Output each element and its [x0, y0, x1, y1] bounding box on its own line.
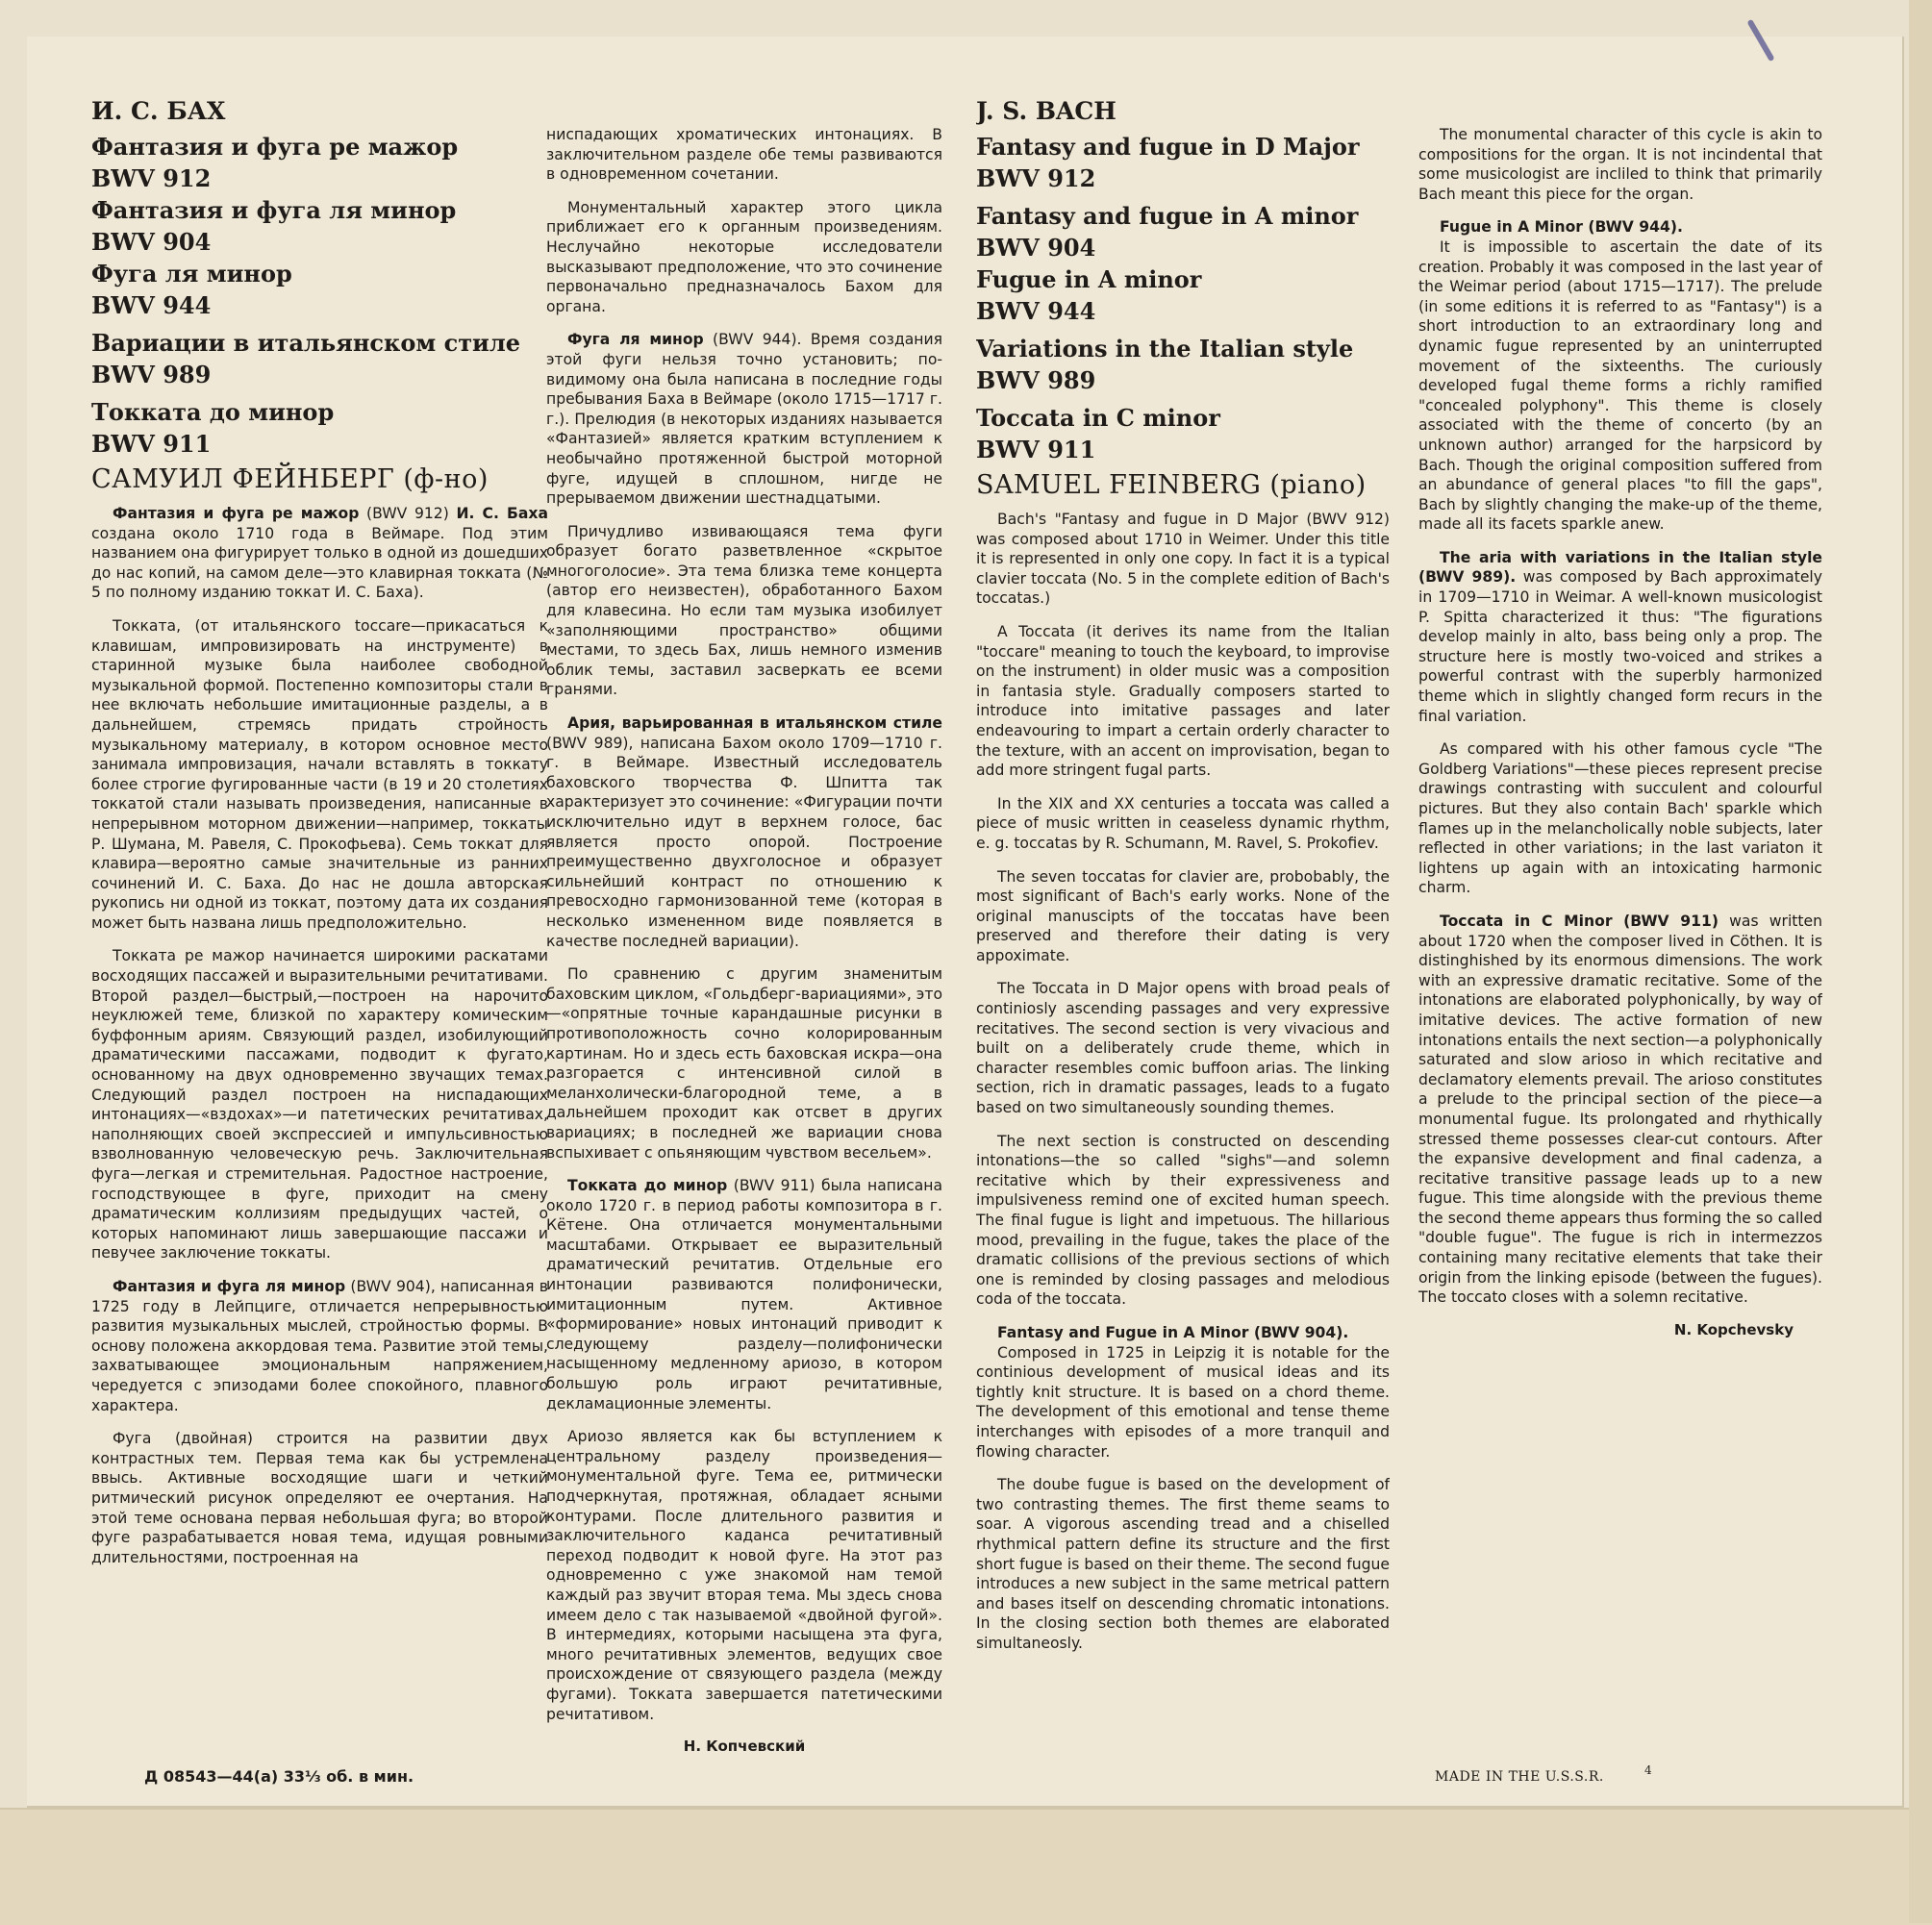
work-title-ru: Вариации в итальянском стиле [91, 329, 521, 357]
paragraph-text: (BWV 989), написана Бахом около 1709—1710 г. г. в Веймаре. Известный исследователь баховского творчества Ф. Шпитта так характеризует это сочинение: «Фигурации почти исключительно идут в верхнем голосе, бас является просто опорой. Построение преимущественно двухголосное и образует сильнейший контраст по отношению к превосходно гармонизованной теме (которая в несколько измененном виде появляется в качестве последней вариации). [546, 734, 942, 950]
bold-term: Токката до минор [567, 1177, 728, 1195]
paragraph-ru [91, 1277, 548, 1415]
work-bwv-en: BWV 912 [976, 164, 1096, 192]
bwv-ref: (BWV 912) [359, 505, 449, 522]
bold-term: И. С. Баха [456, 505, 548, 522]
work-title-en: Fantasy and fugue in D Major [976, 133, 1360, 161]
work-bwv-ru: BWV 911 [91, 430, 212, 458]
bold-term: Фантазия и фуга ре мажор [113, 505, 360, 522]
paragraph-text: (BWV 911) была написана около 1720 г. в период работы композитора в г. Кётене. Она отличается монументальными масштабами. Открывает ее выразительный драматический речитатив. Отдельные его интонации развиваются полифонически, имитационным путем. Активное «формирование» новых интонаций приводит к следующему разделу—полифонически насыщенному медленному ариозо, в котором большую роль играют речитативные, декламационные элементы. [546, 1177, 942, 1412]
paragraph-en: In the XIX and XX centuries a toccata was called a piece of music written in ceaseless dynamic rhythm, e. g. toccatas by R. Schumann, M. Ravel, S. Prokofiev. [976, 794, 1390, 852]
bold-term: Fantasy and Fugue in A Minor (BWV 904). [997, 1323, 1349, 1341]
signature-en: N. Kopchevsky [1673, 1320, 1794, 1338]
russian-column-1 [91, 96, 548, 1581]
performer-ru: САМУИЛ ФЕЙНБЕРГ (ф-но) [91, 464, 489, 494]
paragraph-en: Bach's "Fantasy and fugue in D Major (BWV 912) was composed about 1710 in Weimer. Under this title it is represented in only one copy. In fact it is a typical clavier toccata (No. 5 in the complete edition of Bach's toccatas.) [976, 511, 1390, 608]
bold-term: Фантазия и фуга ля минор [113, 1277, 346, 1295]
paragraph-en: The Toccata in D Major opens with broad peals of continiosly ascending passages and very expressive recitatives. The second section is very vivacious and built on a deliberately crude theme, which in character resembles comic buffoon arias. The linking section, rich in dramatic passages, leads to a fugato based on two simultaneously sounding themes. [976, 980, 1390, 1117]
work-title-en: Fantasy and fugue in A minor [976, 202, 1359, 230]
paragraph-ru: Монументальный характер этого цикла приближает его к органным произведениям. Неслучайно некоторые исследователи высказывают предположение, что это сочинение первоначально предназначалось Бахом для органа. [546, 198, 942, 315]
work-bwv-en: BWV 904 [976, 234, 1096, 262]
work-bwv-ru: BWV 944 [91, 291, 212, 319]
paragraph-text: создана около 1710 года в Веймаре. Под этим названием она фигурирует только в одной из дошедших до нас копий, на самом деле—это клавирная токката (№ 5 по полному изданию токкат И. С. Баха). [91, 524, 548, 602]
composer-en: J. S. BACH [976, 97, 1117, 125]
work-title-ru: Фантазия и фуга ре мажор [91, 133, 459, 161]
paragraph-text: was composed by Bach approximately in 1709—1710 in Weimar. A well-known musicologist P. Spitta characterized it thus: "The figurations develop mainly in alto, bass being only a prop. The structure here is mostly two-voiced and strikes a powerful contrast with the superbly harmonized theme which in slightly changed form recurs in the final variation. [1418, 568, 1822, 725]
work-bwv-en: BWV 944 [976, 297, 1096, 325]
work-title-ru: Токката до минор [91, 398, 335, 426]
work-bwv-ru: BWV 912 [91, 164, 212, 192]
page-number: 4 [1644, 1763, 1652, 1777]
english-column-2 [1418, 125, 1822, 1338]
paragraph-text: (BWV 944). Время создания этой фуги нельзя точно установить; по-видимому она была написана в последние годы пребывания Баха в Веймаре (около 1715—1717 г. г.). Прелюдия (в некоторых изданиях называется «Фантазией» является кратким вступлением к необычайно протяженной быстрой моторной фуге, идущей в сплошном, нигде не прерываемом движении шестнадцатыми. [546, 331, 942, 508]
work-bwv-en: BWV 911 [976, 436, 1096, 463]
paragraph-en [976, 1323, 1390, 1343]
made-in-label: MADE IN THE U.S.S.R. [1435, 1769, 1604, 1785]
bold-term: Toccata in C Minor (BWV 911) [1440, 912, 1719, 930]
bold-term: Ария, варьированная в итальянском стиле [567, 714, 942, 733]
composer-ru: И. С. БАХ [91, 97, 226, 125]
paragraph-ru [546, 1176, 942, 1413]
paragraph-en: It is impossible to ascertain the date of its creation. Probably it was composed in the last year of the Weimar period (about 1715—1717). The prelude (in some editions it is referred to as "Fantasy") is a short introduction to an extraordinary long and dynamic fugue represented by an uninterrupted movement of the sixteenths. The curiously developed fugal theme forms a richly ramified "concealed polyphony". This theme is closely associated with the theme of concerto (by an unknown author) arranged for the harpsicord by Bach. Though the original composition suffered from an abundance of general places "to fill the gaps", Bach by slightly changing the make-up of the theme, made all its facets sparkle anew. [1418, 238, 1822, 534]
bwv-ref: (BWV 904), [345, 1277, 436, 1295]
paragraph-en: The next section is constructed on descending intonations—the so called "sighs"—and solemn recitative which by their expressiveness and impulsiveness remind one of excited human speech. The final fugue is light and impetuous. The hillarious mood, prevailing in the fugue, takes the place of the dramatic collisions of the previous sections of which one is reminded by closing passages and melodious coda of the toccata. [976, 1132, 1390, 1309]
work-title-ru: Фуга ля минор [91, 260, 292, 288]
paragraph-en: As compared with his other famous cycle "The Goldberg Variations"—these pieces represent precise drawings contrasting with succulent and colourful pictures. But they also contain Bach' sparkle which flames up in the melancholically noble subjects, later reflected in other variations; in the last variaton it lightens up again with an intoxicating harmonic charm. [1418, 740, 1822, 897]
paragraph-ru [91, 504, 548, 603]
work-bwv-en: BWV 989 [976, 366, 1096, 394]
work-bwv-ru: BWV 989 [91, 361, 212, 388]
work-bwv-ru: BWV 904 [91, 228, 212, 256]
paragraph-en: Composed in 1725 in Leipzig it is notable for the continious development of musical ideas and its tightly knit structure. It is based on a chord theme. The development of this emotional and tense theme interchanges with episodes of a more tranquil and flowing character. [976, 1343, 1390, 1461]
paragraph-en: The doube fugue is based on the development of two contrasting themes. The first theme seams to soar. A vigorous ascending tread and a chiselled rhythmical pattern define its structure and the first short fugue is based on their theme. The second fugue introduces a new subject in the same metrical pattern and bases itself on descending chromatic intonations. In the closing section both themes are elaborated simultaneosly. [976, 1476, 1390, 1652]
paragraph-text: написанная в 1725 году в Лейпциге, отличается непрерывностью развития музыкальных мыслей, стройностью формы. В основу положена аккордовая тема. Развитие этой темы, захватывающее эмоциональным напряжением, чередуется с эпизодами более спокойного, плавного характера. [91, 1277, 548, 1414]
paragraph-ru: Токката, (от итальянского toccare—прикасаться к клавишам, импровизировать на инструменте) в старинной музыке была наиболее свободной музыкальной формой. Постепенно композиторы стали в нее включать небольшие имитационные разделы, а в дальнейшем, стремясь придать стройность музыкальному материалу, в котором основное место занимала импровизация, начали вставлять в токкату более строгие фугированные части (в 19 и 20 столетиях токкатой стали называть произведения, написанные в непрерывном моторном движении—например, токкаты Р. Шумана, М. Равеля, С. Прокофьева). Семь токкат для клавира—вероятно самые значительные из ранних сочинений И. С. Баха. До нас не дошла авторская рукопись ни одной из токкат, поэтому дата их создания может быть названа лишь предположительно. [91, 616, 548, 932]
bold-term: Фуга ля минор [567, 331, 704, 349]
paragraph-en [1418, 548, 1822, 726]
paragraph-ru [546, 330, 942, 508]
work-title-ru: Фантазия и фуга ля минор [91, 196, 457, 224]
paragraph-en: The monumental character of this cycle is akin to compositions for the organ. It is not incindental that some musicologist are incliled to think that primarily Bach meant this piece for the organ. [1418, 126, 1822, 203]
paragraph-ru [546, 713, 942, 951]
work-title-en: Variations in the Italian style [976, 335, 1354, 362]
signature-ru: Н. Копчевский [683, 1738, 806, 1756]
paragraph-en: The seven toccatas for clavier are, probobably, the most significant of Bach's early works. None of the original manuscipts of the toccatas have been preserved and therefore their dating is very appoximate. [976, 867, 1390, 964]
paragraph-ru: Причудливо извивающаяся тема фуги образует богато разветвленное «скрытое многоголосие». Эта тема близка теме концерта (автор его неизвестен), обработанного Бахом для клавесина. Но если там музыка изобилует «заполняющими пространство» общими местами, то здесь Бах, лишь немного изменив облик темы, заставил засверкать ее всеми гранями. [546, 522, 942, 699]
paragraph-ru: ниспадающих хроматических интонациях. В заключительном разделе обе темы развиваются в одновременном сочетании. [546, 126, 942, 184]
work-title-en: Fugue in A minor [976, 265, 1202, 293]
bottom-edge [0, 1808, 1932, 1925]
english-column-1 [976, 96, 1390, 1666]
paragraph-ru: По сравнению с другим знаменитым баховским циклом, «Гольдберг-вариациями», это—«опрятные точные карандашные рисунки в противоположность сочно колорированным картинам. Но и здесь есть баховская искра—она разгорается с интенсивной силой в меланхолически-благородной теме, а в дальнейшем проходит как отсвет в других вариациях; в последней же вариации снова вспыхивает с опьяняющим чувством весельем». [546, 965, 942, 1162]
paragraph-ru: Токката ре мажор начинается широкими раскатами восходящих пассажей и выразительными речитативами. Второй раздел—быстрый,—построен на нарочито неуклюжей теме, близкой по характеру комическим буффонным ариям. Связующий раздел, изобилующий драматическими пассажами, подводит к фугато, основанному на двух одновременно звучащих темах. Следующий раздел построен на ниспадающих интонациях—«вздохах»—и патетических речитативах, наполняющих своей экспрессией и импульсивностью взволнованную человеческую речь. Заключительная фуга—легкая и стремительная. Радостное настроение, господствующее в фуге, приходит на смену драматическим коллизиям предыдущих частей, о которых напоминают лишь завершающие пассажи и певучее заключение токкаты. [91, 947, 548, 1262]
russian-column-2 [546, 125, 942, 1755]
paragraph-en: A Toccata (it derives its name from the Italian "toccare" meaning to touch the keyboard, to improvise on the instrument) in older music was a composition in fantasia style. Gradually composers started to introduce into imitative passages and later endeavouring to impart a certain orderly character to the texture, with an accent on improvisation, began to add more stringent fugal parts. [976, 622, 1390, 780]
right-edge [1909, 0, 1932, 1923]
paragraph-en [1418, 217, 1822, 238]
paragraph-ru: Фуга (двойная) строится на развитии двух контрастных тем. Первая тема как бы устремлена ввысь. Активные восходящие шаги и четкий ритмический рисунок определяют ее очертания. На этой теме основана первая небольшая фуга; во второй фуге разрабатывается новая тема, идущая ровными длительностями, построенная на [91, 1430, 548, 1566]
paragraph-ru: Ариозо является как бы вступлением к центральному разделу произведения—монументальной фуге. Тема ее, ритмически подчеркнутая, протяжная, обладает ясными контурами. После длительного развития и заключительного каданса речитативный переход подводит к новой фуге. На этот раз одновременно с уже знакомой нам темой каждый раз звучит вторая тема. Мы здесь снова имеем дело с так называемой «двойной фугой». В интермедиях, которыми насыщена эта фуга, много речитативных элементов, ведущих свое происхождение от связующего раздела (между фугами). Токката завершается патетическими речитативом. [546, 1428, 942, 1723]
paragraph-text: was written about 1720 when the composer lived in Cöthen. It is distinghished by its enormous dimensions. The work with an expressive dramatic recitative. Some of the intonations are elaborated polyphonically, by way of imitative devices. The active formation of new intonations entails the next section—a polyphonically saturated and slow arioso in which recitative and declamatory elements prevail. The arioso constitutes a prelude to the principal section of the piece—a monumental fugue. Its prolongated and rhythically stressed theme possesses clear-cut contours. After the expansive development and final cadenza, a recitative transitive passage leads up to a new fugue. This time alongside with the previous theme the second theme appears thus forming the so called "double fugue". The fugue is rich in intermezzos containing many recitative elements that take their origin from the linking episode (between the fugues). The toccato closes with a solemn recitative. [1418, 912, 1822, 1307]
bold-term: The aria with variations in the Italian style (BWV 989). [1418, 548, 1822, 587]
catalog-number: Д 08543—44(а) 33⅓ об. в мин. [144, 1767, 414, 1786]
paragraph-en [1418, 912, 1822, 1308]
bold-term: Fugue in A Minor (BWV 944). [1440, 218, 1683, 237]
work-title-en: Toccata in C minor [976, 404, 1220, 432]
performer-en: SAMUEL FEINBERG (piano) [976, 470, 1367, 500]
